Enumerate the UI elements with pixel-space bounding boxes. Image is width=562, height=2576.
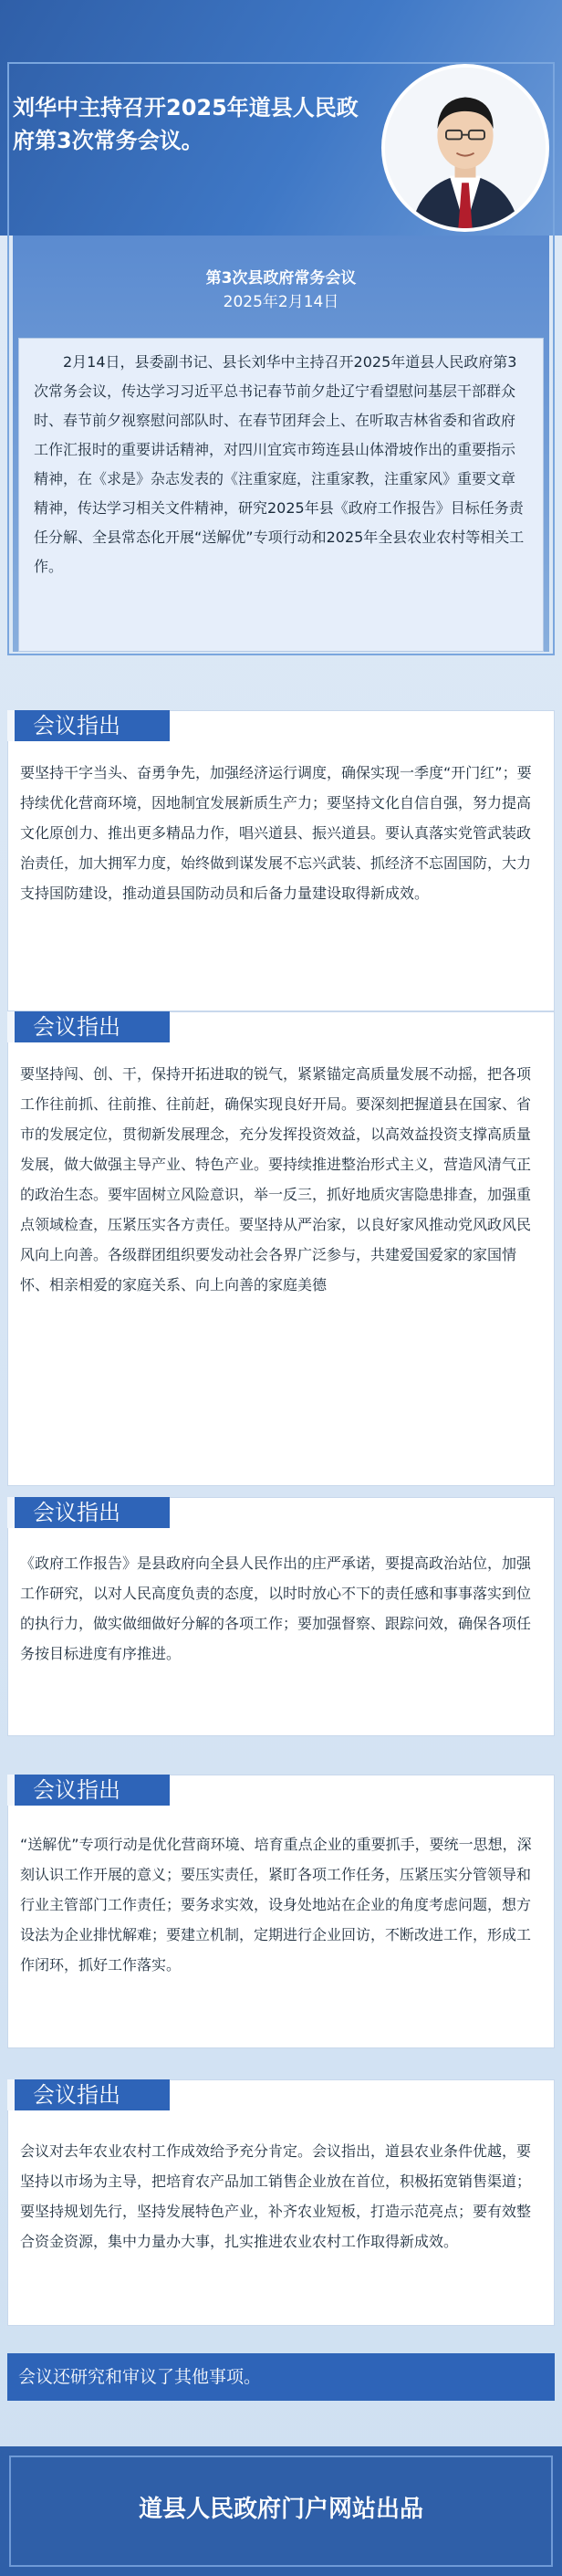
portrait-photo-icon [385, 68, 546, 228]
header-banner [0, 0, 562, 236]
footer [0, 2446, 562, 2576]
page-title: 刘华中主持召开2025年道县人民政府第3次常务会议。 [13, 95, 359, 153]
section-2-tag: 会议指出 [7, 1011, 170, 1042]
closing-note: 会议还研究和审议了其他事项。 [7, 2353, 555, 2401]
section-2-text: 要坚持闯、创、干，保持开拓进取的锐气，紧紧锚定高质量发展不动摇，把各项工作往前抓、往前推、往前赶，确保实现良好开局。要深刻把握道县在国家、省市的发展定位，贯彻新发展理念，充分发挥投资效益，以高效益投资支撑高质量发展，做大做强主导产业、特色产业。要持续推进整治形式主义，营造风清气正的政治生态。要牢固树立风险意识，举一反三，抓好地质灾害隐患排查，加强重点领域检查，压紧压实各方责任。要坚持从严治家，以良好家风推动党风政风民风向上向善。各级群团组织要发动社会各界广泛参与，共建爱国爱家的家国情怀、相亲相爱的家庭关系、向上向善的家庭美德 [20, 1065, 532, 1293]
section-5-tag: 会议指出 [7, 2079, 170, 2110]
section-4-text: “送解优”专项行动是优化营商环境、培育重点企业的重要抓手，要统一思想，深刻认识工作开展的意义；要压实责任，紧盯各项工作任务，压紧压实分管领导和行业主管部门工作责任；要务求实效，设身处地站在企业的角度考虑问题，想方设法为企业排忧解难；要建立机制，定期进行企业回访，不断改进工作，形成工作闭环，抓好工作落实。 [20, 1836, 532, 1974]
avatar [381, 64, 549, 232]
section-3-text: 《政府工作报告》是县政府向全县人民作出的庄严承诺，要提高政治站位，加强工作研究，以对人民高度负责的态度，以时时放心不下的责任感和事事落实到位的执行力，做实做细做好分解的各项工作；要加强督察、跟踪问效，确保各项任务按目标进度有序推进。 [20, 1555, 532, 1662]
meeting-intro: 2月14日，县委副书记、县长刘华中主持召开2025年道县人民政府第3次常务会议，传达学习习近平总书记春节前夕赴辽宁看望慰问基层干部群众时、春节前夕视察慰问部队时、在春节团拜会上、在听取吉林省委和省政府工作汇报时的重要讲话精神，对四川宜宾市筠连县山体滑坡作出的重要指示精神，在《求是》杂志发表的《注重家庭，注重家教，注重家风》重要文章精神，传达学习相关文件精神，研究2025年县《政府工作报告》目标任务责任分解、全县常态化开展“送解优”专项行动和2025年全县农业农村等相关工作。 [18, 338, 544, 652]
section-5-text: 会议对去年农业农村工作成效给予充分肯定。会议指出，道县农业条件优越，要坚持以市场为主导，把培育农产品加工销售企业放在首位，积极拓宽销售渠道；要坚持规划先行，坚持发展特色产业，补齐农业短板，打造示范亮点；要有效整合资金资源，集中力量办大事，扎实推进农业农村工作取得新成效。 [20, 2142, 532, 2250]
section-3-tag: 会议指出 [7, 1497, 170, 1528]
section-1-tag: 会议指出 [7, 710, 170, 741]
footer-credit: 道县人民政府门户网站出品 [138, 2496, 423, 2523]
section-1-text: 要坚持干字当头、奋勇争先，加强经济运行调度，确保实现一季度“开门红”；要持续优化营商环境，因地制宜发展新质生产力；要坚持文化自信自强，努力提高文化原创力、推出更多精品力作，唱兴道县、振兴道县。要认真落实党管武装政治责任，加大拥军力度，始终做到谋发展不忘兴武装、抓经济不忘固国防，大力支持国防建设，推动道县国防动员和后备力量建设取得新成效。 [20, 764, 532, 902]
meeting-name: 第3次县政府常务会议 [205, 269, 357, 288]
section-4-tag: 会议指出 [7, 1775, 170, 1806]
meeting-date: 2025年2月14日 [223, 293, 339, 311]
